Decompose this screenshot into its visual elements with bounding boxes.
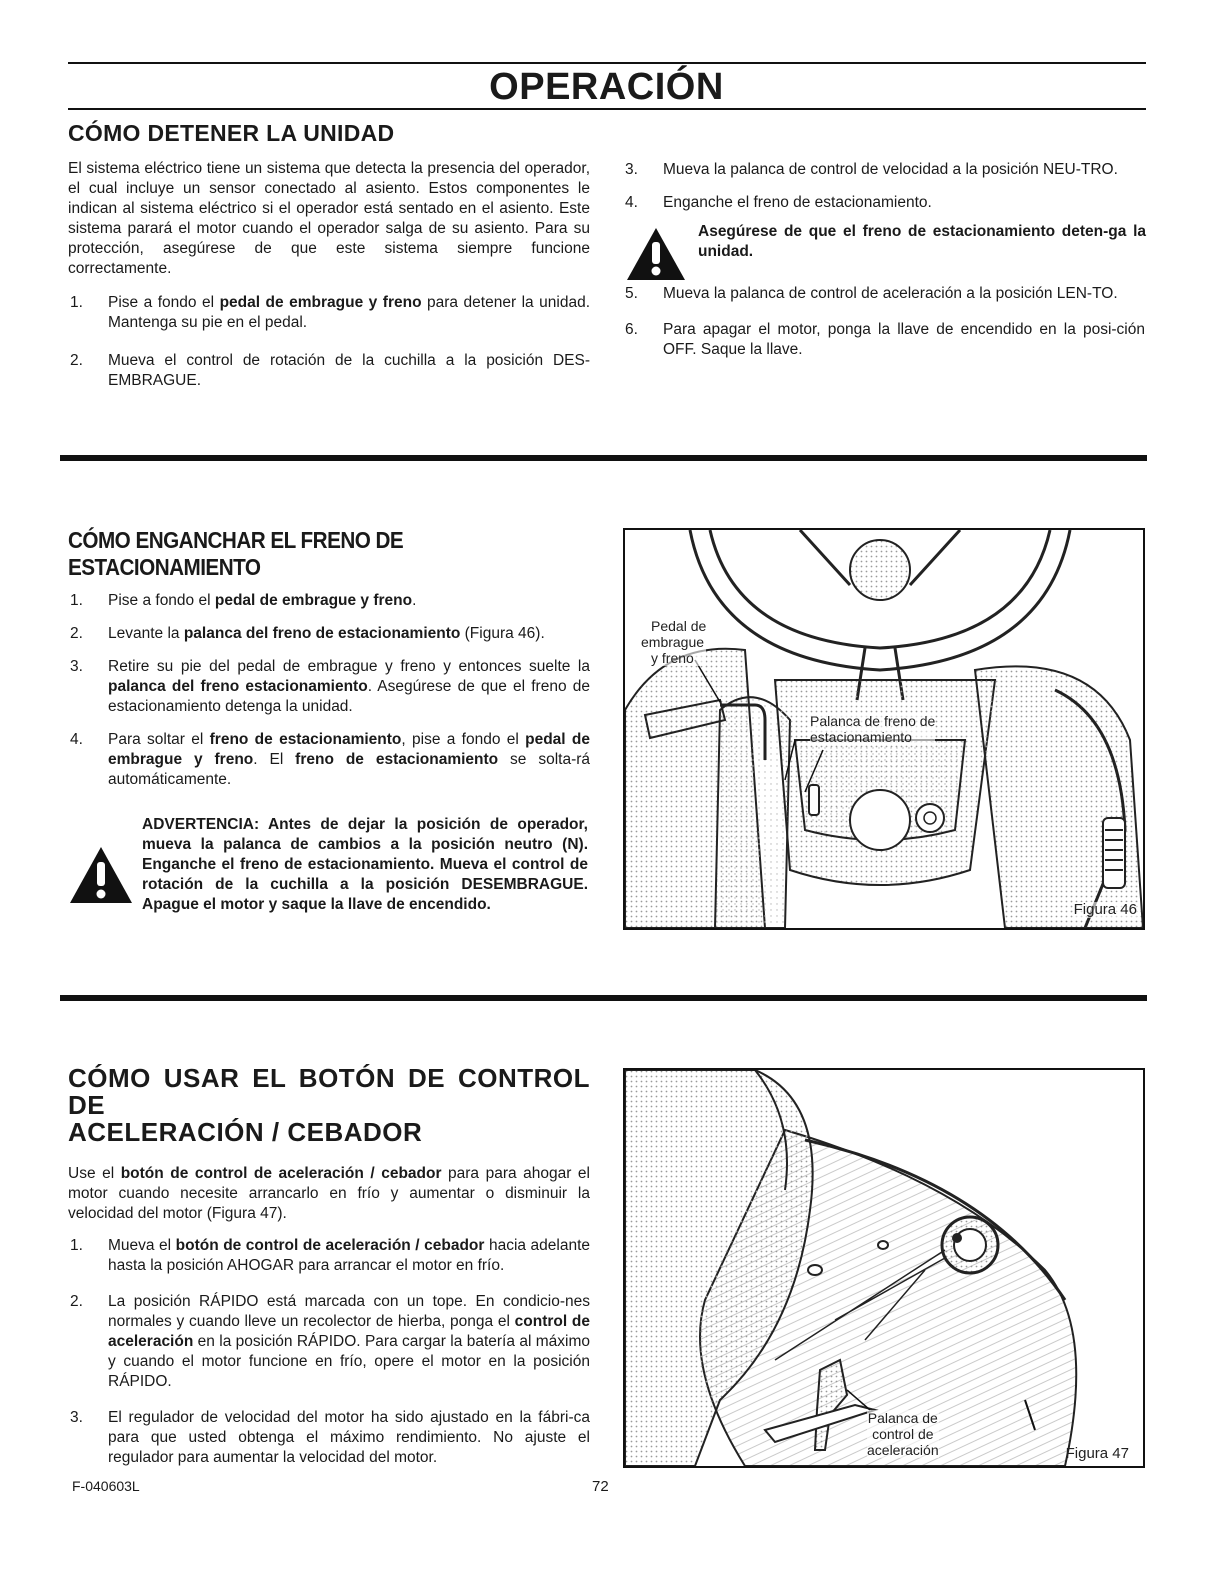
list-item: 6. Para apagar el motor, ponga la llave de encendido en la posi-ción OFF. Saque la llave. bbox=[625, 321, 1145, 358]
intro-paragraph: El sistema eléctrico tiene un sistema que detecta la presencia del operador, el cual incluye un sensor conectado al asiento. Estos componentes le indican al sistema eléctrico si el operador está sentado en el asiento. Este sistema parará el motor cuando el operador salga de su asiento. Para su protección, asegúrese de que este sistema siempre funcione correctamente. bbox=[68, 160, 590, 277]
section-heading: CÓMO USAR EL BOTÓN DE CONTROL DE ACELERACIÓN / CEBADOR bbox=[68, 1063, 590, 1147]
list-item: 1. Pise a fondo el pedal de embrague y freno para detener la unidad. Mantenga su pie en el pedal. bbox=[70, 294, 590, 331]
list-item: 3. Retire su pie del pedal de embrague y freno y entonces suelte la palanca del freno estacionamiento. Asegúrese de que el freno de estacionamiento detenga la unidad. bbox=[70, 658, 590, 715]
list-item: 1. Mueva el botón de control de aceleración / cebador hacia adelante hasta la posición AHOGAR para arrancar el motor en frío. bbox=[70, 1237, 591, 1274]
top-rule bbox=[68, 62, 1146, 64]
list-item: 2. Mueva el control de rotación de la cuchilla a la posición DES-EMBRAGUE. bbox=[70, 352, 590, 389]
step-list bbox=[68, 1236, 590, 1468]
section-throttle-choke bbox=[68, 1065, 590, 1481]
step-list bbox=[68, 293, 590, 391]
intro-paragraph: Use el botón de control de aceleración / cebador para para ahogar el motor cuando necesite arrancarlo en frío y aumentar o disminuir la velocidad del motor (Figura 47). bbox=[68, 1165, 590, 1222]
section-heading: CÓMO ENGANCHAR EL FRENO DE ESTACIONAMIENTO bbox=[68, 527, 404, 580]
section-parking-brake bbox=[68, 527, 590, 803]
page-number: 72 bbox=[592, 1478, 609, 1495]
pedal-label: Pedal de embrague y freno bbox=[641, 618, 707, 666]
warning-triangle-icon bbox=[68, 845, 134, 905]
step-list bbox=[623, 284, 1145, 360]
figure-caption: Figura 46 bbox=[1073, 901, 1137, 918]
figure-47-illustration bbox=[625, 1070, 1143, 1466]
list-item: 3. El regulador de velocidad del motor ha sido ajustado en la fábri-ca para que usted obtenga el máximo rendimiento. No ajuste el regulador para aumentar la velocidad del motor. bbox=[70, 1409, 590, 1466]
section-stop-unit-right bbox=[623, 160, 1145, 373]
figure-46 bbox=[623, 528, 1145, 930]
list-item: 3. Mueva la palanca de control de velocidad a la posición NEU-TRO. bbox=[625, 161, 1118, 178]
warning-box bbox=[623, 223, 1146, 278]
step-list bbox=[623, 160, 1145, 213]
figure-caption: Figura 47 bbox=[1065, 1445, 1129, 1462]
list-item: 1. Pise a fondo el pedal de embrague y freno. bbox=[70, 592, 417, 609]
list-item: 4. Enganche el freno de estacionamiento. bbox=[625, 194, 932, 211]
list-item: 2. La posición RÁPIDO está marcada con un tope. En condicio-nes normales y cuando lleve un recolector de hierba, ponga el control de aceleración en la posición RÁPIDO. Para cargar la batería al máximo y cuando el motor funcione en frío, opere el motor en la posición RÁPIDO. bbox=[70, 1293, 591, 1390]
title-underline bbox=[68, 108, 1146, 110]
section-divider bbox=[60, 995, 1147, 1001]
warning-triangle-icon bbox=[625, 226, 687, 282]
throttle-lever-label: Palanca de control de aceleración bbox=[867, 1410, 939, 1458]
document-code: F-040603L bbox=[72, 1478, 140, 1494]
warning-text: Asegúrese de que el freno de estacionamiento deten-ga la unidad. bbox=[698, 223, 1146, 260]
section-divider bbox=[60, 455, 1147, 461]
section-stop-unit-left bbox=[68, 120, 590, 404]
section-heading: CÓMO DETENER LA UNIDAD bbox=[68, 120, 395, 146]
list-item: 2. Levante la palanca del freno de estacionamiento (Figura 46). bbox=[70, 625, 545, 642]
list-item: 4. Para soltar el freno de estacionamiento, pise a fondo el pedal de embrague y freno. El freno de estacionamiento se solta-rá automáticamente. bbox=[70, 731, 591, 788]
page-title: OPERACIÓN bbox=[489, 66, 724, 108]
brake-lever-label: Palanca de freno de estacionamiento bbox=[810, 713, 936, 745]
parking-brake-warning bbox=[68, 815, 590, 935]
step-list bbox=[68, 591, 590, 790]
warning-text: ADVERTENCIA: Antes de dejar la posición de operador, mueva la palanca de cambios a la posición neutro (N). Enganche el freno de estacionamiento. Mueva el control de rotación de la cuchilla a la posición DESEMBRAGUE. Apague el motor y saque la llave de encendido. bbox=[142, 816, 588, 913]
list-item: 5. Mueva la palanca de control de aceleración a la posición LEN-TO. bbox=[625, 285, 1118, 302]
figure-47 bbox=[623, 1068, 1145, 1468]
